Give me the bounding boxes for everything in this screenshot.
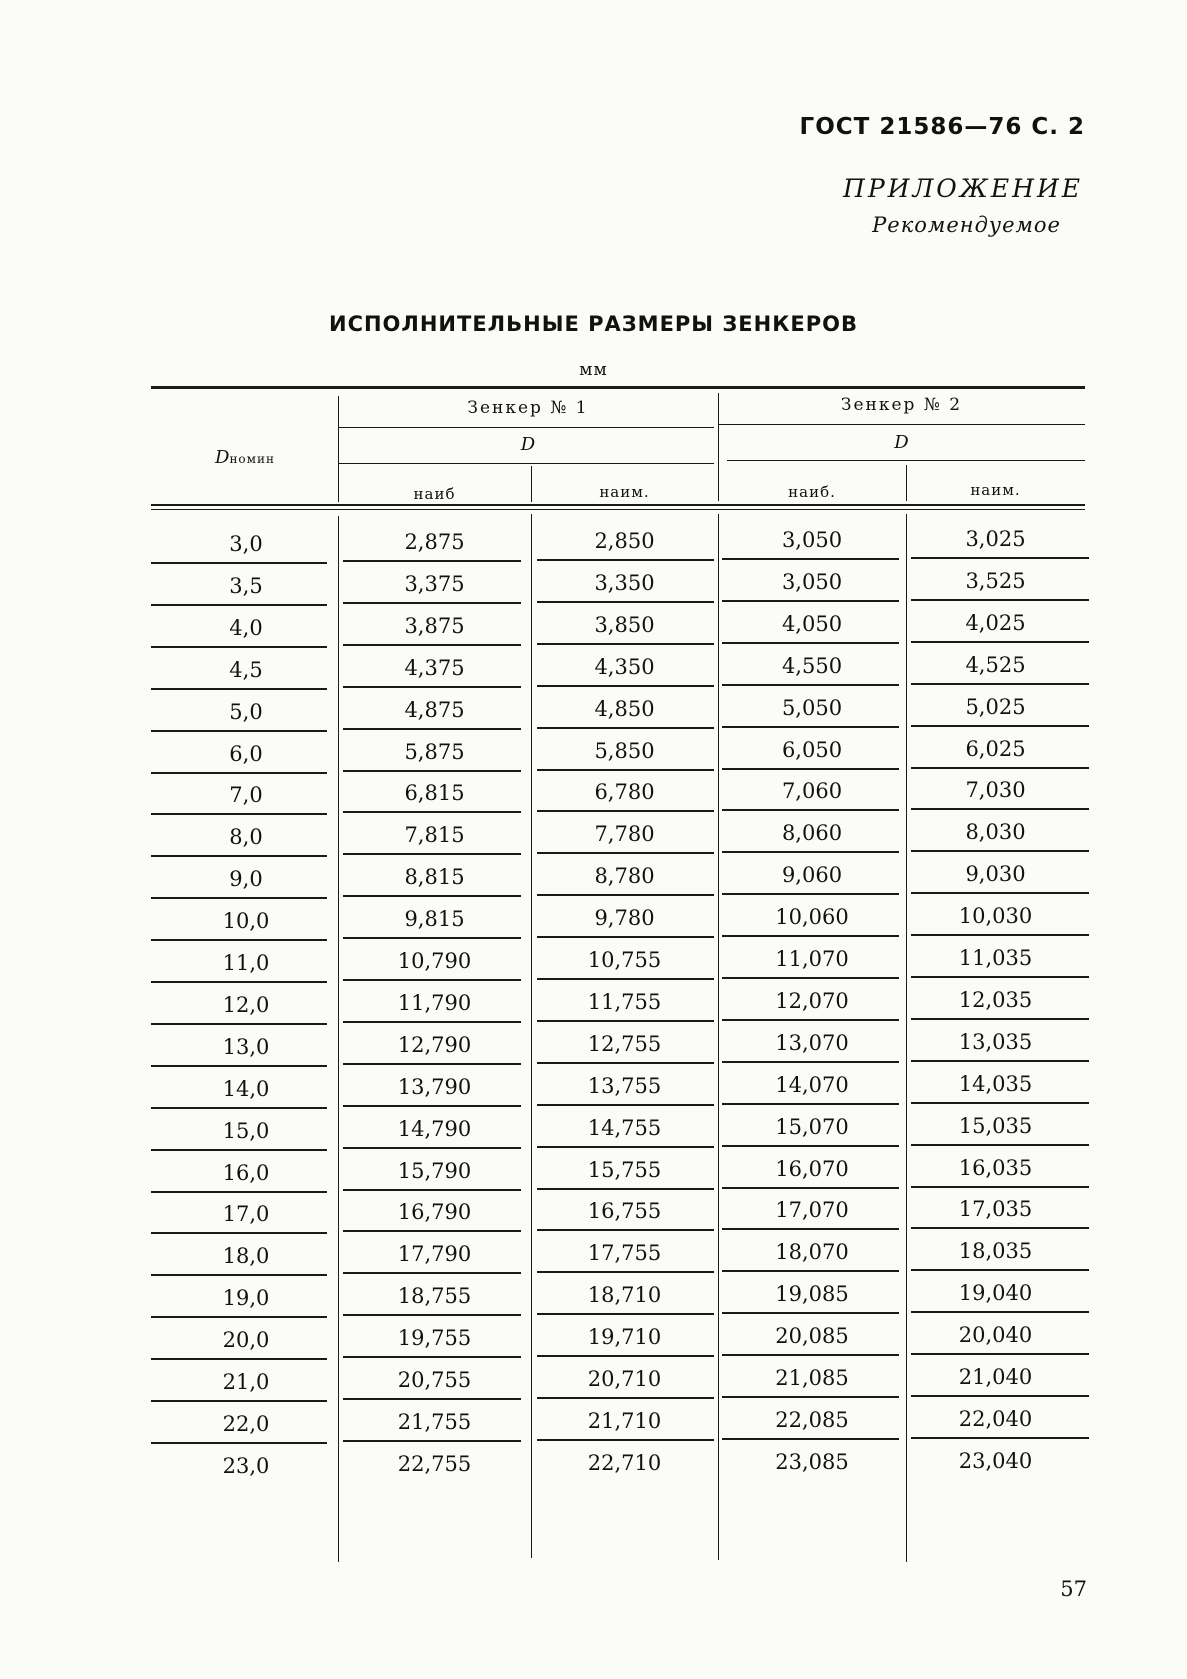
row-rule	[722, 809, 899, 811]
cell-no1-min: 13,755	[587, 1073, 662, 1098]
cell-no1-max: 17,790	[397, 1242, 472, 1267]
cell-no2-max: 5,050	[781, 695, 843, 720]
cell-no1-max: 3,375	[404, 571, 465, 596]
row-rule	[343, 1314, 521, 1316]
cell-no2-max: 19,085	[775, 1282, 849, 1307]
cell-no2-min: 5,025	[965, 694, 1026, 719]
row-rule	[151, 1107, 327, 1109]
row-rule	[722, 1396, 899, 1398]
row-rule	[722, 684, 899, 686]
cell-no2-min: 22,040	[958, 1406, 1033, 1431]
cell-no2-min: 3,025	[965, 527, 1026, 551]
row-rule	[343, 853, 521, 855]
row-rule	[151, 1232, 327, 1234]
row-rule	[722, 1354, 899, 1356]
row-rule	[537, 810, 714, 812]
cell-no1-min: 2,850	[594, 529, 655, 553]
row-rule	[537, 1439, 714, 1441]
cell-no1-min: 8,780	[594, 864, 655, 889]
row-rule	[911, 976, 1089, 978]
row-rule	[343, 644, 521, 646]
row-rule	[911, 1437, 1089, 1439]
cell-no2-max: 4,050	[781, 611, 843, 636]
row-rule	[722, 1187, 899, 1189]
cell-no1-max: 12,790	[397, 1032, 472, 1057]
row-rule	[722, 1103, 899, 1105]
row-rule	[722, 1312, 899, 1314]
cell-no2-min: 19,040	[958, 1281, 1033, 1306]
cell-no2-max: 6,050	[781, 737, 843, 762]
row-rule	[911, 1311, 1089, 1313]
row-rule	[151, 1023, 327, 1025]
cell-no1-min: 7,780	[594, 822, 655, 847]
cell-no1-max: 9,815	[404, 907, 465, 932]
row-rule	[911, 850, 1089, 852]
cell-no1-max: 11,790	[397, 990, 472, 1015]
group1-max-label: наиб	[413, 485, 456, 503]
row-rule	[343, 979, 521, 981]
row-rule	[911, 934, 1089, 936]
row-rule	[537, 601, 714, 603]
row-rule	[343, 560, 521, 562]
cell-nominal: 23,0	[222, 1453, 270, 1478]
row-rule	[537, 643, 714, 645]
cell-no2-max: 11,070	[775, 947, 849, 971]
cell-no2-max: 14,070	[775, 1072, 849, 1097]
cell-no1-min: 4,850	[594, 696, 655, 721]
cell-no2-max: 18,070	[775, 1240, 849, 1265]
row-rule	[911, 1060, 1089, 1062]
cell-no1-min: 3,850	[594, 612, 655, 637]
row-rule	[722, 1438, 899, 1440]
row-rule	[151, 730, 327, 732]
cell-no2-min: 16,035	[958, 1155, 1033, 1180]
cell-no1-max: 21,755	[397, 1409, 472, 1434]
cell-no2-min: 23,040	[958, 1448, 1033, 1473]
cell-no1-min: 18,710	[587, 1283, 662, 1308]
row-rule	[722, 768, 899, 770]
cell-no2-max: 9,060	[781, 863, 843, 888]
row-rule	[151, 1065, 327, 1067]
cell-no1-max: 20,755	[397, 1368, 472, 1392]
cell-nominal: 5,0	[229, 699, 263, 724]
group2-max-label: наиб.	[788, 483, 836, 501]
row-rule	[911, 1018, 1089, 1020]
cell-nominal: 14,0	[222, 1076, 270, 1101]
row-rule	[343, 602, 521, 604]
row-rule	[537, 1271, 714, 1273]
row-rule	[343, 728, 521, 730]
row-rule	[537, 978, 714, 980]
cell-no2-max: 16,070	[775, 1156, 849, 1181]
cell-nominal: 18,0	[222, 1244, 270, 1269]
cell-nominal: 22,0	[222, 1411, 270, 1436]
cell-no2-max: 12,070	[775, 988, 849, 1013]
row-rule	[343, 1105, 521, 1107]
cell-no1-min: 19,710	[587, 1325, 662, 1350]
cell-no1-min: 21,710	[587, 1408, 662, 1433]
cell-no1-min: 3,350	[594, 570, 655, 595]
cell-no1-min: 20,710	[587, 1367, 662, 1391]
row-rule	[537, 1313, 714, 1315]
cell-no2-min: 9,030	[965, 862, 1026, 887]
cell-no2-min: 20,040	[958, 1323, 1033, 1348]
cell-no1-max: 13,790	[397, 1074, 472, 1099]
page-number: 57	[1060, 1577, 1087, 1601]
cell-no2-min: 6,025	[965, 736, 1026, 761]
cell-nominal: 7,0	[229, 783, 263, 808]
row-rule	[911, 599, 1089, 601]
row-rule	[537, 1355, 714, 1357]
row-rule	[911, 1353, 1089, 1355]
cell-no2-min: 10,030	[958, 904, 1033, 929]
row-rule	[343, 1398, 521, 1400]
cell-nominal: 3,0	[229, 532, 263, 556]
row-rule	[911, 1144, 1089, 1146]
cell-no2-min: 18,035	[958, 1239, 1033, 1264]
row-rule	[722, 935, 899, 937]
cell-nominal: 21,0	[222, 1370, 270, 1394]
d2-under-rule	[727, 460, 1085, 461]
cell-no1-max: 16,790	[397, 1200, 472, 1225]
row-rule	[151, 562, 327, 564]
cell-nominal: 6,0	[229, 741, 263, 766]
row-rule	[722, 726, 899, 728]
row-rule	[537, 559, 714, 561]
group1-min-label: наим.	[599, 483, 650, 501]
cell-nominal: 19,0	[222, 1286, 270, 1311]
row-rule	[911, 725, 1089, 727]
row-rule	[151, 646, 327, 648]
row-rule	[151, 1358, 327, 1360]
cell-no1-max: 4,375	[404, 655, 465, 680]
cell-no2-min: 12,035	[958, 987, 1033, 1012]
group1-header: Зенкер № 1	[467, 398, 589, 418]
row-rule	[343, 686, 521, 688]
row-rule	[343, 937, 521, 939]
group2-min-label: наим.	[970, 481, 1021, 499]
d1-under-rule	[338, 463, 714, 464]
cell-no2-min: 4,525	[965, 652, 1026, 677]
row-rule	[537, 936, 714, 938]
cell-no2-max: 22,085	[775, 1407, 849, 1432]
cell-no2-max: 15,070	[775, 1114, 849, 1139]
row-rule	[911, 641, 1089, 643]
row-rule	[343, 1063, 521, 1065]
row-rule	[151, 604, 327, 606]
row-rule	[343, 770, 521, 772]
table-title: ИСПОЛНИТЕЛЬНЫЕ РАЗМЕРЫ ЗЕНКЕРОВ	[329, 312, 858, 336]
row-rule	[911, 1186, 1089, 1188]
row-rule	[343, 1272, 521, 1274]
units-label: мм	[579, 360, 608, 380]
row-rule	[911, 1227, 1089, 1229]
row-rule	[343, 1021, 521, 1023]
cell-no1-max: 22,755	[397, 1451, 472, 1476]
row-rule	[537, 1397, 714, 1399]
cell-no1-min: 4,350	[594, 654, 655, 679]
header-bottom-rule-2	[151, 509, 1085, 510]
cell-no1-max: 2,875	[404, 530, 465, 554]
cell-no1-min: 14,755	[587, 1115, 662, 1140]
row-rule	[911, 557, 1089, 559]
cell-no1-min: 9,780	[594, 906, 655, 931]
group1-under-rule	[338, 427, 714, 428]
row-rule	[537, 1146, 714, 1148]
row-rule	[537, 852, 714, 854]
group2-d-label: D	[894, 432, 909, 453]
cell-no1-max: 5,875	[404, 739, 465, 764]
row-rule	[151, 1400, 327, 1402]
row-rule	[343, 1230, 521, 1232]
row-rule	[537, 1229, 714, 1231]
cell-nominal: 13,0	[222, 1034, 270, 1059]
cell-no1-min: 11,755	[587, 989, 662, 1014]
cell-nominal: 4,5	[229, 657, 263, 682]
row-rule	[911, 808, 1089, 810]
cell-nominal: 11,0	[222, 951, 270, 975]
row-rule	[722, 893, 899, 895]
row-rule	[151, 772, 327, 774]
cell-no1-max: 6,815	[404, 781, 465, 806]
cell-no2-max: 20,085	[775, 1324, 849, 1349]
table-top-rule	[151, 386, 1085, 389]
row-rule	[151, 1442, 327, 1444]
cell-no2-min: 8,030	[965, 820, 1026, 845]
row-rule	[722, 1145, 899, 1147]
row-rule	[343, 895, 521, 897]
row-rule	[722, 1019, 899, 1021]
row-rule	[722, 1061, 899, 1063]
row-rule	[537, 894, 714, 896]
cell-no2-max: 10,060	[775, 905, 849, 930]
cell-nominal: 20,0	[222, 1328, 270, 1353]
cell-no2-max: 4,550	[781, 653, 843, 678]
cell-no1-max: 19,755	[397, 1326, 472, 1351]
row-rule	[537, 685, 714, 687]
cell-no2-max: 7,060	[781, 779, 843, 804]
cell-no2-min: 14,035	[958, 1071, 1033, 1096]
row-rule	[151, 939, 327, 941]
row-rule	[343, 1440, 521, 1442]
row-rule	[722, 642, 899, 644]
cell-no2-min: 15,035	[958, 1113, 1033, 1138]
row-rule	[151, 855, 327, 857]
row-rule	[722, 977, 899, 979]
cell-nominal: 17,0	[222, 1202, 270, 1227]
cell-no2-min: 3,525	[965, 568, 1026, 593]
cell-no1-min: 17,755	[587, 1241, 662, 1266]
cell-no2-min: 7,030	[965, 778, 1026, 803]
cell-no1-max: 14,790	[397, 1116, 472, 1141]
group1-d-label: D	[520, 434, 536, 455]
header-bottom-rule	[151, 504, 1085, 506]
cell-no2-max: 13,070	[775, 1030, 849, 1055]
row-rule	[537, 1188, 714, 1190]
cell-no2-max: 17,070	[775, 1198, 849, 1223]
cell-no1-min: 22,710	[587, 1450, 662, 1475]
row-rule	[151, 1149, 327, 1151]
row-rule	[151, 1316, 327, 1318]
nominal-diameter-header: Dномин	[215, 447, 275, 468]
cell-no2-max: 3,050	[781, 528, 843, 552]
cell-no2-max: 23,085	[775, 1449, 849, 1474]
row-rule	[722, 851, 899, 853]
cell-nominal: 8,0	[229, 825, 263, 850]
row-rule	[343, 1189, 521, 1191]
row-rule	[722, 1270, 899, 1272]
cell-no1-max: 10,790	[397, 949, 472, 973]
cell-nominal: 10,0	[222, 909, 270, 934]
row-rule	[722, 1228, 899, 1230]
cell-nominal: 16,0	[222, 1160, 270, 1185]
row-rule	[911, 1269, 1089, 1271]
cell-no2-min: 21,040	[958, 1365, 1033, 1389]
row-rule	[151, 897, 327, 899]
cell-no1-min: 5,850	[594, 738, 655, 763]
row-rule	[343, 1356, 521, 1358]
group2-header: Зенкер № 2	[840, 395, 963, 415]
row-rule	[911, 892, 1089, 894]
cell-nominal: 15,0	[222, 1118, 270, 1143]
cell-no1-max: 3,875	[404, 613, 465, 638]
cell-no2-max: 3,050	[781, 569, 843, 594]
row-rule	[911, 1395, 1089, 1397]
row-rule	[343, 1147, 521, 1149]
row-rule	[911, 767, 1089, 769]
row-rule	[537, 769, 714, 771]
cell-nominal: 9,0	[229, 867, 263, 892]
cell-nominal: 3,5	[229, 573, 263, 598]
group2-under-rule	[719, 424, 1085, 425]
row-rule	[151, 1274, 327, 1276]
row-rule	[151, 813, 327, 815]
row-rule	[911, 683, 1089, 685]
appendix-label: ПРИЛОЖЕНИЕ	[843, 174, 1083, 203]
cell-no1-min: 10,755	[587, 948, 662, 972]
cell-no1-min: 6,780	[594, 780, 655, 805]
cell-no2-max: 8,060	[781, 821, 843, 846]
row-rule	[911, 1102, 1089, 1104]
cell-no1-min: 15,755	[587, 1157, 662, 1182]
cell-no1-min: 16,755	[587, 1199, 662, 1224]
row-rule	[537, 1020, 714, 1022]
cell-nominal: 12,0	[222, 992, 270, 1017]
row-rule	[151, 981, 327, 983]
row-rule	[537, 1062, 714, 1064]
cell-no2-max: 21,085	[775, 1366, 849, 1390]
row-rule	[722, 558, 899, 560]
cell-no1-max: 4,875	[404, 697, 465, 722]
cell-no1-max: 18,755	[397, 1284, 472, 1309]
row-rule	[151, 1191, 327, 1193]
cell-nominal: 4,0	[229, 615, 263, 640]
cell-no2-min: 4,025	[965, 610, 1026, 635]
cell-no2-min: 11,035	[958, 946, 1033, 970]
cell-no2-min: 13,035	[958, 1029, 1033, 1054]
cell-no1-max: 15,790	[397, 1158, 472, 1183]
cell-no2-min: 17,035	[958, 1197, 1033, 1222]
row-rule	[722, 600, 899, 602]
document-reference: ГОСТ 21586—76 С. 2	[799, 114, 1085, 140]
row-rule	[343, 811, 521, 813]
row-rule	[537, 727, 714, 729]
appendix-status: Рекомендуемое	[872, 213, 1061, 237]
cell-no1-max: 8,815	[404, 865, 465, 890]
row-rule	[151, 688, 327, 690]
row-rule	[537, 1104, 714, 1106]
cell-no1-max: 7,815	[404, 823, 465, 848]
cell-no1-min: 12,755	[587, 1031, 662, 1056]
